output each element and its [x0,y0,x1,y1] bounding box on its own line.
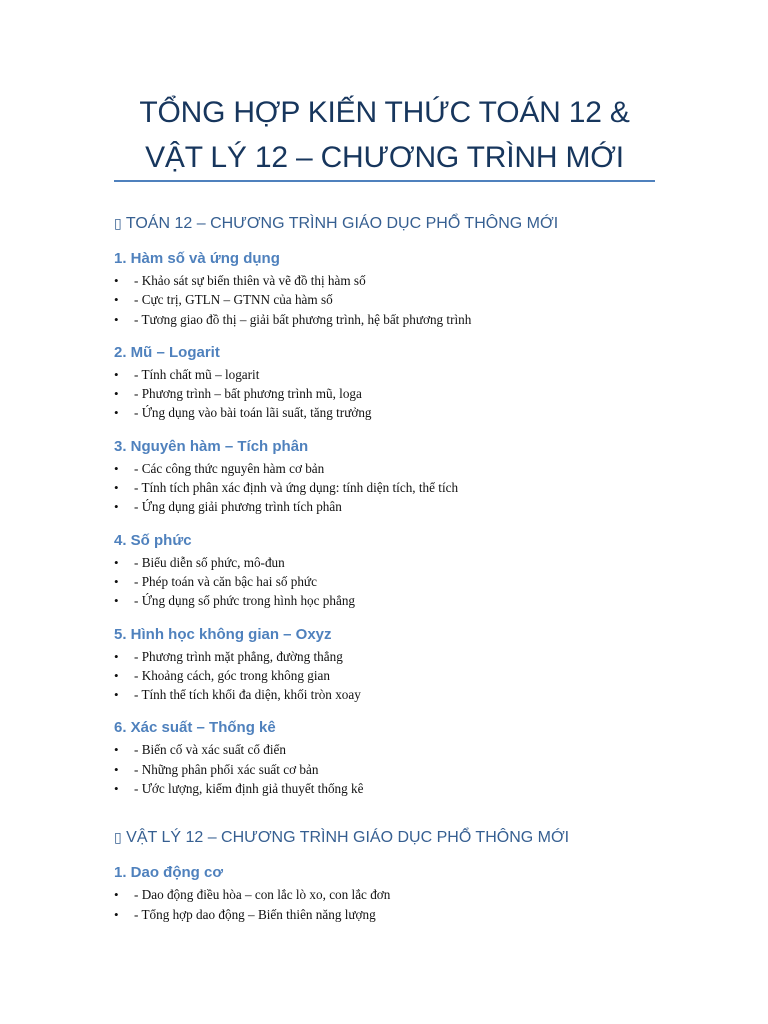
topic-title: 2. Mũ – Logarit [114,343,220,361]
bullet-icon: • [114,742,119,758]
missing-glyph-icon: ▯ [114,216,122,232]
list-item-text: - Biến cố và xác suất cổ điển [134,742,286,758]
page-title: TỔNG HỢP KIẾN THỨC TOÁN 12 & VẬT LÝ 12 – CHƯƠNG TRÌNH MỚI [139,96,630,174]
list-item-text: - Tính thể tích khối đa diện, khối tròn xoay [134,687,361,703]
title-underline [114,180,655,182]
topic-list-math [114,247,655,798]
bullet-icon: • [114,667,119,683]
list-item-text: - Tính chất mũ – logarit [134,366,260,382]
bullet-icon: • [114,554,119,570]
bullet-icon: • [114,687,119,703]
list-item [114,666,655,685]
list-item [114,459,655,478]
list-item [114,905,655,924]
list-item [114,553,655,572]
section-heading-text: VẬT LÝ 12 – CHƯƠNG TRÌNH GIÁO DỤC PHỔ THÔNG MỚI [126,829,570,847]
section-heading-math [114,210,655,238]
topic-block [114,341,655,423]
bullet-icon: • [114,386,119,402]
list-item [114,271,655,290]
topic-title: 1. Hàm số và ứng dụng [114,250,280,267]
bullet-icon: • [114,781,119,797]
bullet-icon: • [114,887,119,903]
topic-item-list [114,365,655,423]
topic-block [114,529,655,611]
topic-item-list [114,553,655,611]
list-item-text: - Khoảng cách, góc trong không gian [134,667,330,683]
bullet-icon: • [114,292,119,308]
list-item-text: - Những phân phối xác suất cơ bản [134,761,319,777]
topic-title: 3. Nguyên hàm – Tích phân [114,437,309,455]
topic-item-list [114,271,655,329]
missing-glyph-icon: ▯ [114,830,122,847]
section-math [114,210,655,798]
topic-title: 4. Số phức [114,531,192,549]
list-item-text: - Ứng dụng vào bài toán lãi suất, tăng trưởng [134,405,372,421]
list-item-text: - Tính tích phân xác định và ứng dụng: tính diện tích, thể tích [134,480,459,496]
bullet-icon: • [114,573,119,589]
list-item [114,403,655,422]
list-item [114,760,655,779]
bullet-icon: • [114,499,119,515]
list-item [114,779,655,798]
topic-item-list [114,885,655,924]
topic-block [114,435,655,517]
list-item-text: - Tương giao đồ thị – giải bất phương trình, hệ bất phương trình [134,311,472,327]
bullet-icon: • [114,480,119,496]
list-item [114,885,655,904]
list-item [114,365,655,384]
bullet-icon: • [114,366,119,382]
topic-item-list [114,459,655,517]
topic-item-list [114,740,655,798]
list-item [114,497,655,516]
list-item-text: - Khảo sát sự biến thiên và vẽ đồ thị hàm số [134,273,366,288]
bullet-icon: • [114,460,119,476]
topic-block [114,716,655,798]
topic-title: 6. Xác suất – Thống kê [114,719,276,737]
list-item [114,290,655,309]
bullet-icon: • [114,906,119,922]
list-item [114,478,655,497]
topic-item-list [114,647,655,705]
topic-block [114,247,655,329]
list-item [114,685,655,704]
section-heading-text: TOÁN 12 – CHƯƠNG TRÌNH GIÁO DỤC PHỔ THÔNG MỚI [125,215,559,232]
topic-title: 5. Hình học không gian – Oxyz [114,625,332,643]
list-item-text: - Cực trị, GTLN – GTNN của hàm số [134,292,333,308]
section-heading-physics [114,824,655,852]
list-item [114,591,655,610]
list-item-text: - Phương trình – bất phương trình mũ, loga [134,386,362,402]
list-item [114,310,655,329]
list-item-text: - Phép toán và căn bậc hai số phức [134,573,317,589]
topic-block [114,861,655,924]
section-physics [114,824,655,924]
list-item-text: - Phương trình mặt phẳng, đường thẳng [134,648,343,664]
bullet-icon: • [114,593,119,609]
list-item-text: - Ứng dụng số phức trong hình học phẳng [134,593,356,609]
list-item-text: - Dao động điều hòa – con lắc lò xo, con lắc đơn [134,887,391,903]
list-item [114,384,655,403]
bullet-icon: • [114,761,119,777]
bullet-icon: • [114,273,119,288]
list-item-text: - Ước lượng, kiểm định giả thuyết thống kê [134,781,364,797]
topic-title: 1. Dao động cơ [114,864,224,882]
bullet-icon: • [114,311,119,327]
list-item-text: - Các công thức nguyên hàm cơ bản [134,460,325,476]
bullet-icon: • [114,405,119,421]
list-item-text: - Biểu diễn số phức, mô-đun [134,554,285,570]
topic-list-physics [114,861,655,924]
document-body [114,210,655,924]
topic-block [114,623,655,705]
list-item [114,647,655,666]
list-item [114,740,655,759]
list-item-text: - Tổng hợp dao động – Biến thiên năng lượng [134,906,376,922]
bullet-icon: • [114,648,119,664]
list-item-text: - Ứng dụng giải phương trình tích phân [134,499,342,515]
list-item [114,572,655,591]
